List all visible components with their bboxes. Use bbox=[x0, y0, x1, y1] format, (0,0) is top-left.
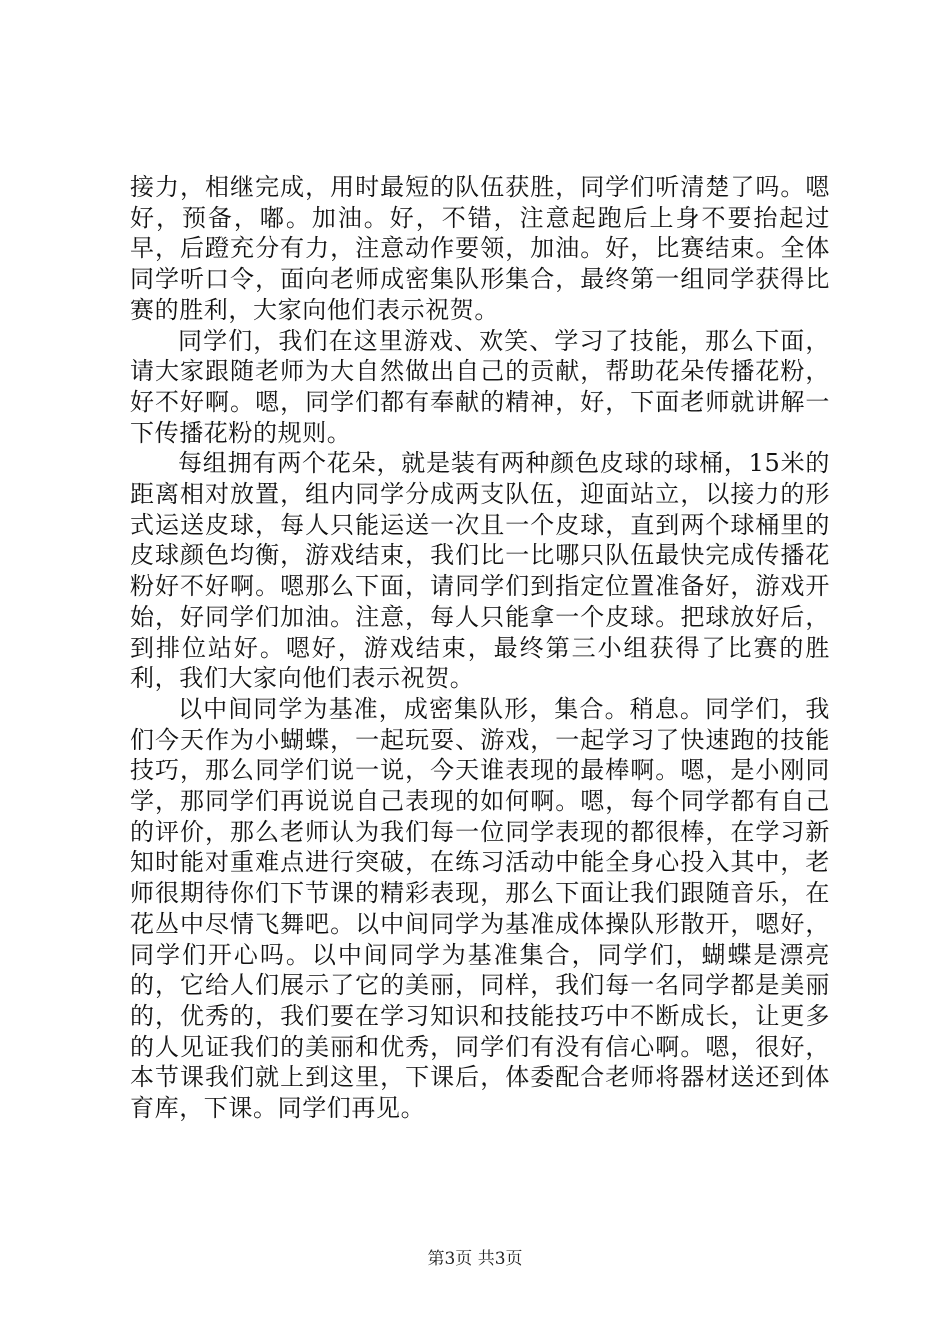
paragraph-3: 每组拥有两个花朵，就是装有两种颜色皮球的球桶，15米的距离相对放置，组内同学分成两支队伍，迎面站立，以接力的形式运送皮球，每人只能运送一次且一个皮球，直到两个球桶里的皮球颜色均衡，游戏结束，我们比一比哪只队伍最快完成传播花粉好不好啊。嗯那么下面，请同学们到指定位置准备好，游戏开始，好同学们加油。注意，每人只能拿一个皮球。把球放好后，到排位站好。嗯好，游戏结束，最终第三小组获得了比赛的胜利，我们大家向他们表示祝贺。 bbox=[130, 449, 830, 693]
paragraph-2: 同学们，我们在这里游戏、欢笑、学习了技能，那么下面，请大家跟随老师为大自然做出自己的贡献，帮助花朵传播花粉，好不好啊。嗯，同学们都有奉献的精神，好，下面老师就讲解一下传播花粉的规则。 bbox=[130, 326, 830, 447]
page-number-footer: 第3页 共3页 bbox=[427, 1249, 523, 1269]
paragraph-4: 以中间同学为基准，成密集队形，集合。稍息。同学们，我们今天作为小蝴蝶，一起玩耍、游戏，一起学习了快速跑的技能技巧，那么同学们说一说，今天谁表现的最棒啊。嗯，是小刚同学，那同学们再说说自己表现的如何啊。嗯，每个同学都有自己的评价，那么老师认为我们每一位同学表现的都很棒，在学习新知时能对重难点进行突破，在练习活动中能全身心投入其中，老师很期待你们下节课的精彩表现，那么下面让我们跟随音乐，在花丛中尽情飞舞吧。以中间同学为基准成体操队形散开，嗯好，同学们开心吗。以中间同学为基准集合，同学们，蝴蝶是漂亮的，它给人们展示了它的美丽，同样，我们每一名同学都是美丽的，优秀的，我们要在学习知识和技能技巧中不断成长，让更多的人见证我们的美丽和优秀，同学们有没有信心啊。嗯，很好，本节课我们就上到这里，下课后，体委配合老师将器材送还到体育库，下课。同学们再见。 bbox=[130, 694, 830, 1123]
paragraph-1: 接力，相继完成，用时最短的队伍获胜，同学们听清楚了吗。嗯好，预备，嘟。加油。好，不错，注意起跑后上身不要抬起过早，后蹬充分有力，注意动作要领，加油。好，比赛结束。全体同学听口令，面向老师成密集队形集合，最终第一组同学获得比赛的胜利，大家向他们表示祝贺。 bbox=[130, 173, 830, 324]
document-body bbox=[130, 172, 830, 1124]
